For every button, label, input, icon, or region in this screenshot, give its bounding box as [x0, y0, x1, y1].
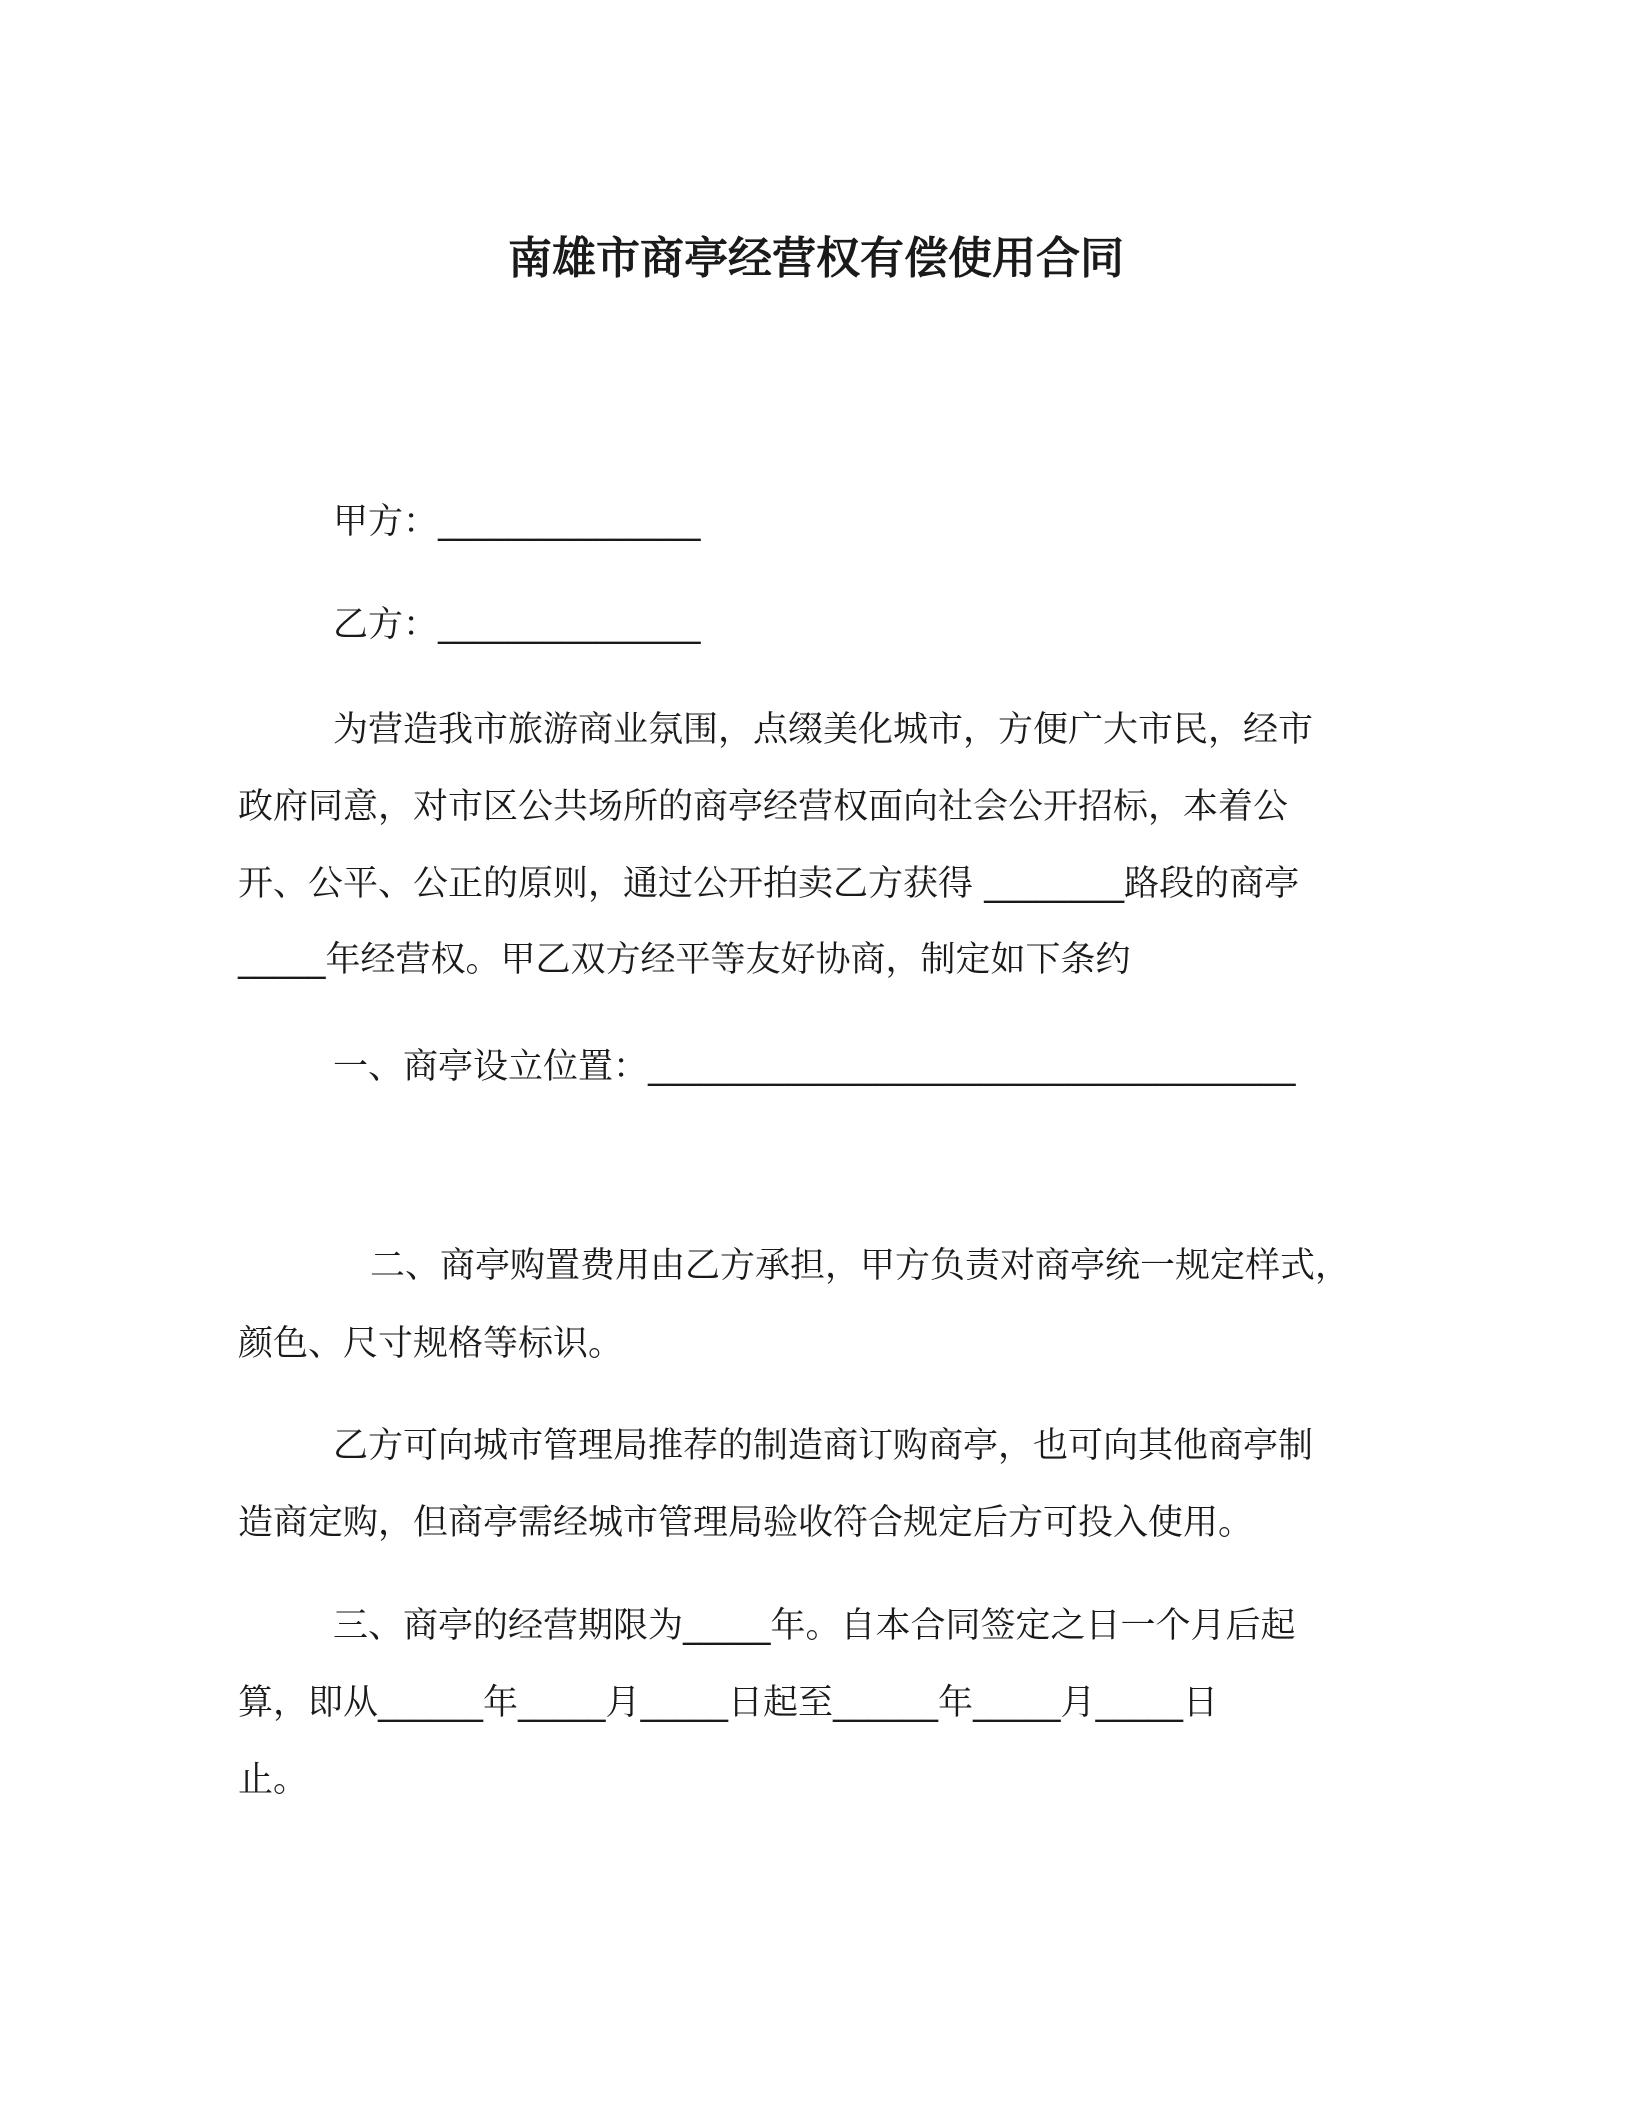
preamble-line-1: 为营造我市旅游商业氛围，点缀美化城市，方便广大市民，经市: [333, 710, 1314, 750]
clause-3-line-3: 止。: [238, 1760, 309, 1800]
clause-2-note-line-2: 造商定购，但商亭需经城市管理局验收符合规定后方可投入使用。: [238, 1503, 1254, 1543]
clause-1: 一、商亭设立位置：_____________________________________: [333, 1047, 1296, 1087]
preamble-line-4: _____年经营权。甲乙双方经平等友好协商，制定如下条约: [238, 940, 1131, 980]
preamble-line-3: 开、公平、公正的原则，通过公开拍卖乙方获得 ________路段的商亭: [238, 864, 1300, 904]
clause-2-line-1: 二、商亭购置费用由乙方承担，甲方负责对商亭统一规定样式，: [370, 1246, 1351, 1286]
preamble-line-2: 政府同意，对市区公共场所的商亭经营权面向社会公开招标，本着公: [238, 787, 1289, 827]
clause-3-line-2: 算，即从______年_____月_____日起至______年_____月_____日: [238, 1683, 1219, 1723]
clause-2-line-2: 颜色、尺寸规格等标识。: [238, 1324, 624, 1364]
document-title: 南雄市商亭经营权有偿使用合同: [508, 233, 1124, 284]
party-a-line: 甲方：_______________: [333, 502, 701, 542]
party-b-line: 乙方：_______________: [333, 605, 701, 645]
clause-2-note-line-1: 乙方可向城市管理局推荐的制造商订购商亭，也可向其他商亭制: [333, 1426, 1314, 1466]
clause-3-line-1: 三、商亭的经营期限为_____年。自本合同签定之日一个月后起: [333, 1606, 1296, 1646]
